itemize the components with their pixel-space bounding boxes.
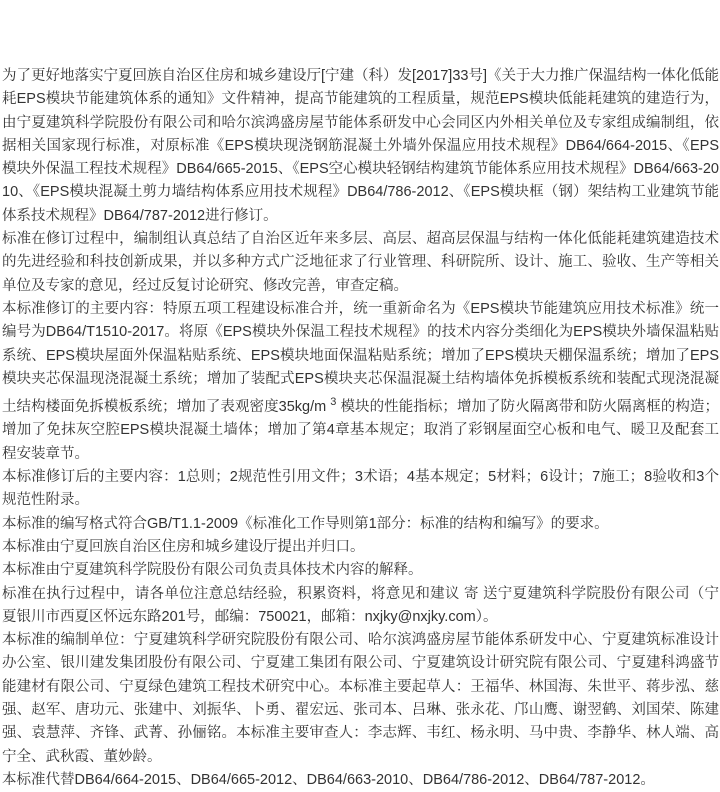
superscript-3: 3 [330,396,337,409]
paragraph [2,583,719,630]
text-run: 本标准的编写格式符合GB/T1.1-2009《标准化工作导则第1部分：标准的结构和编写》的要求。 [2,515,609,532]
text-run: 本标准修订后的主要内容：1总则；2规范性引用文件；3术语；4基本规定；5材料；6设计；7施工；8验收和3个规范性附录。 [2,469,719,509]
text-run: 标准在执行过程中，请各单位注意总结经验，积累资料，将意见和建议 寄 送宁夏建筑科学院股份有限公司（宁夏银川市西夏区怀远东路201号，邮编：750021，邮箱：nxjky@nxjky.com）。 [2,585,719,625]
text-run: 模块的性能指标；增加了防火隔离带和防火隔离框的构造；增加了免抹灰空腔EPS模块混凝土墙体；增加了第4章基本规定；取消了彩钢屋面空心板和电气、暖卫及配套工程安装章节。 [2,399,719,462]
text-run: 本标准的编制单位：宁夏建筑科学研究院股份有限公司、哈尔滨鸿盛房屋节能体系研发中心、宁夏建筑标准设计办公室、银川建发集团股份有限公司、宁夏建工集团有限公司、宁夏建筑设计研究院有限公司、宁夏建科鸿盛节能建材有限公司、宁夏绿色建筑工程技术研究中心。本标准主要起草人：王福华、林国海、朱世平、蒋步泓、慈强、赵军、唐功元、张建中、刘振华、卜勇、翟宏远、张司本、吕琳、张永花、邝山鹰、谢翌鹤、刘国荣、陈建强、袁慧萍、齐锋、武菁、孙俪铭。本标准主要审查人：李志辉、韦红、杨永明、马中贵、李静华、林人端、高宁全、武秋霞、董妙龄。 [2,632,719,765]
paragraph [2,629,719,769]
paragraph [2,228,719,298]
text-run: 标准在修订过程中，编制组认真总结了自治区近年来多层、高层、超高层保温与结构一体化低能耗建筑建造技术的先进经验和科技创新成果，并以多种方式广泛地征求了行业管理、科研院所、设计、施工、验收、生产等相关单位及专家的意见，经过反复讨论研究、修改完善，审查定稿。 [2,231,719,294]
paragraph [2,536,719,559]
text-run: 本标准由宁夏建筑科学院股份有限公司负责具体技术内容的解释。 [2,562,423,579]
paragraph [2,513,719,536]
text-run: 本标准修订的主要内容：特原五项工程建设标准合并，统一重新命名为《EPS模块节能建筑应用技术标准》统一编号为DB64/T1510-2017。将原《EPS模块外保温工程技术规程》的技术内容分类细化为EPS模块外墙保温粘贴系统、EPS模块屋面外保温粘贴系统、EPS模块地面保温粘贴系统；增加了EPS模块天棚保温系统；增加了EPS模块夹芯保温现浇混凝土系统；增加了装配式EPS模块夹芯保温混凝土结构墙体免拆模板系统和装配式现浇混凝土结构楼面免拆模板系统；增加了表观密度35kg/m [2,300,719,416]
text-run: 本标准由宁夏回族自治区住房和城乡建设厅提出并归口。 [2,538,365,555]
paragraph [2,559,719,582]
text-run: 为了更好地落实宁夏回族自治区住房和城乡建设厅[宁建（科）发[2017]33号]《关于大力推广保温结构一体化低能耗EPS模块节能建筑体系的通知》文件精神，提高节能建筑的工程质量，规范EPS模块低能耗建筑的建造行为，由宁夏建筑科学院股份有限公司和哈尔滨鸿盛房屋节能体系研发中心会同区内外相关单位及专家组成编制组，依据相关国家现行标准，对原标准《EPS模块现浇钢筋混凝土外墙外保温应用技术规程》DB64/664-2015、《EPS模块外保温工程技术规程》DB64/665-2015、《EPS空心模块轻钢结构建筑节能体系应用技术规程》DB64/663-2010、《EPS模块混凝土剪力墙结构体系应用技术规程》DB64/786-2012、《EPS模块框（钢）架结构工业建筑节能体系技术规程》DB64/787-2012进行修订。 [2,68,719,224]
text-run: 本标准代替DB64/664-2015、DB64/665-2012、DB64/663-2010、DB64/786-2012、DB64/787-2012。 [2,771,655,788]
paragraph [2,298,719,466]
paragraph [2,466,719,513]
paragraph [2,65,719,228]
